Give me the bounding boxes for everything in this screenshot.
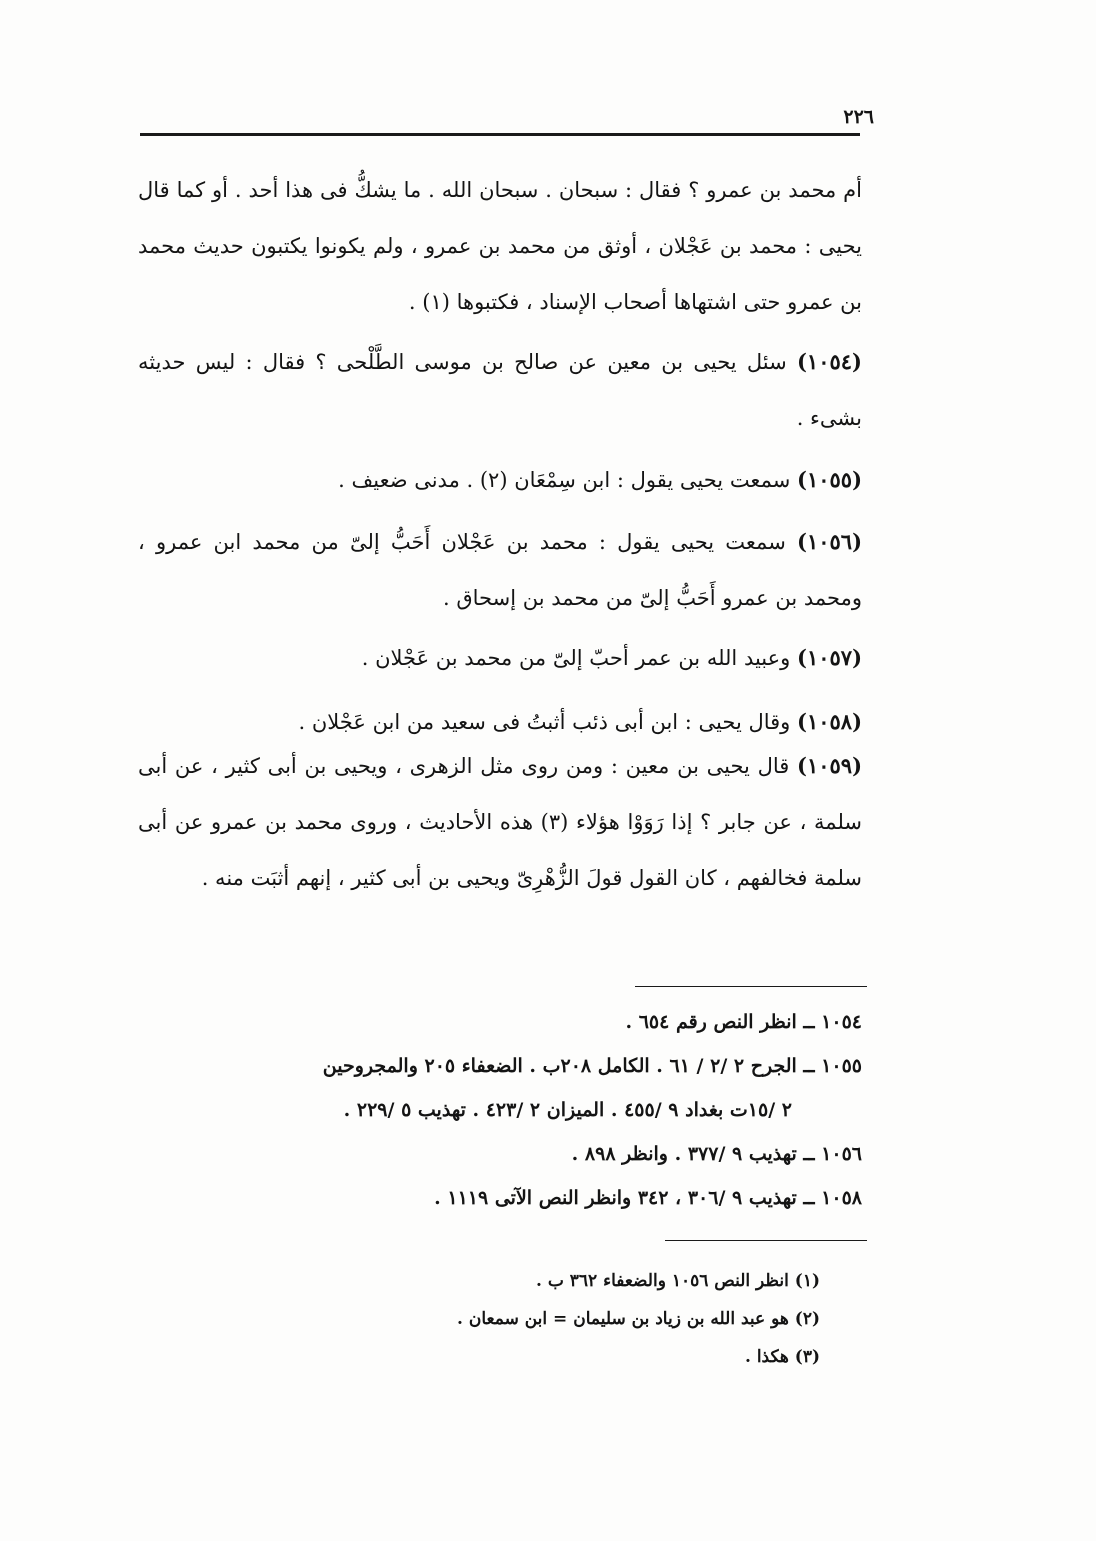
entry-number: (١٠٥٨)	[797, 709, 862, 734]
entry-number: (١٠٥٧)	[797, 645, 862, 670]
paragraph-continuation	[138, 162, 862, 330]
footnote-1: (١) انظر النص ١٠٥٦ والضعفاء ٣٦٢ ب .	[535, 1271, 820, 1291]
footnote-3: (٣) هكذا .	[745, 1347, 820, 1367]
entry-text: وقال يحيى : ابن أبى ذئب أثبتُ فى سعيد من ابن عَجْلان .	[298, 710, 791, 734]
entry-1057	[138, 630, 862, 686]
header-rule	[140, 133, 860, 136]
footnotes	[200, 1262, 820, 1376]
source-line-1056: ١٠٥٦ ــ تهذيب ٩ /٣٧٧ . وانظر ٨٩٨ .	[571, 1143, 862, 1165]
entry-1059	[138, 738, 862, 906]
source-line-1055-continued: ٢ /١٥ت بغداد ٩ /٤٥٥ . الميزان ٢ /٤٢٣ . تهذيب ٥ /٢٢٩ .	[343, 1099, 792, 1121]
page-number: ٢٢٦	[843, 106, 874, 128]
entry-text: قال يحيى بن معين : ومن روى مثل الزهرى ، ويحيى بن أبى كثير ، عن أبى سلمة ، عن جابر ؟ إذا رَوَوْا هؤلاء (٣) هذه الأحاديث ، وروى محمد بن عمرو عن أبى سلمة فخالفهم ، كان القول قولَ الزُّهْرِىّ ويحيى بن أبى كثير ، إنهم أثبَت منه .	[138, 754, 862, 890]
paragraph-text: أم محمد بن عمرو ؟ فقال : سبحان . سبحان الله . ما يشكُّ فى هذا أحد . أو كما قال يحيى : محمد بن عَجْلان ، أوثق من محمد بن عمرو ، ولم يكونوا يكتبون حديث محمد بن عمرو حتى اشتهاها أصحاب الإسناد ، فكتبوها (١) .	[138, 178, 862, 314]
source-line-1055: ١٠٥٥ ــ الجرح ٢ /٢ / ٦١ . الكامل ٢٠٨ب . الضعفاء ٢٠٥ والمجروحين	[322, 1055, 862, 1077]
source-line-1054: ١٠٥٤ ــ انظر النص رقم ٦٥٤ .	[625, 1011, 862, 1033]
entry-1054	[138, 334, 862, 446]
entry-text: وعبيد الله بن عمر أحبّ إلىّ من محمد بن عَجْلان .	[361, 646, 791, 670]
footnotes-separator	[665, 1240, 867, 1241]
entry-number: (١٠٥٤)	[796, 349, 862, 374]
entry-text: سئل يحيى بن معين عن صالح بن موسى الطَّلْحى ؟ فقال : ليس حديثه بشىء .	[138, 350, 862, 430]
entry-number: (١٠٥٦)	[797, 529, 862, 554]
entry-1055	[138, 452, 862, 508]
footnote-2: (٢) هو عبد الله بن زياد بن سليمان = ابن سمعان .	[457, 1309, 820, 1329]
entry-text: سمعت يحيى يقول : محمد بن عَجْلان أَحَبُّ إلىّ من محمد ابن عمرو ، ومحمد بن عمرو أَحَبُّ إلىّ من محمد بن إسحاق .	[138, 530, 862, 610]
sources-separator	[635, 986, 867, 987]
entry-number: (١٠٥٩)	[797, 753, 862, 778]
entry-text: سمعت يحيى يقول : ابن سِمْعَان (٢) . مدنى ضعيف .	[338, 468, 791, 492]
source-line-1058: ١٠٥٨ ــ تهذيب ٩ /٣٠٦ ، ٣٤٢ وانظر النص الآتى ١١١٩ .	[434, 1187, 862, 1209]
entry-number: (١٠٥٥)	[797, 467, 862, 492]
sources-apparatus	[138, 1000, 862, 1220]
entry-1056	[138, 514, 862, 626]
